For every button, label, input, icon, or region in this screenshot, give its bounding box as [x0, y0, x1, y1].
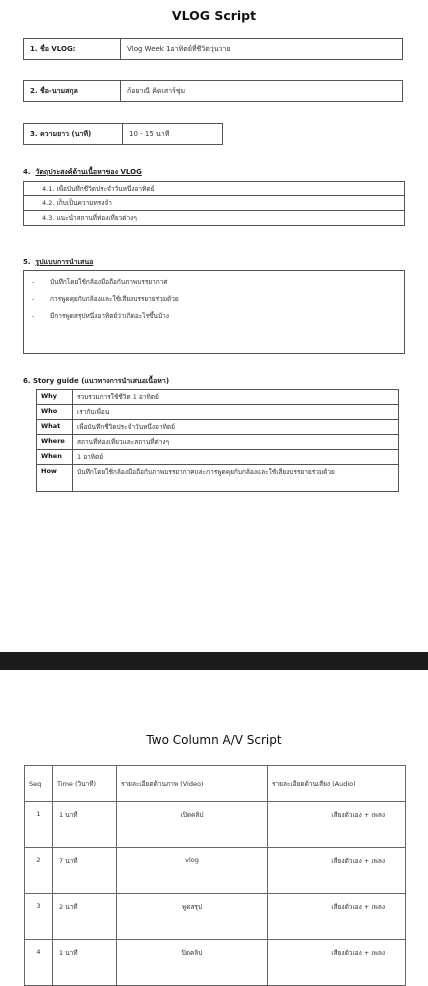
format-item: - การพูดคุยกับกล้องและใช้เสียงบรรยายร่วมด้วย	[32, 295, 179, 303]
av-time: 1 นาที	[53, 802, 117, 848]
format-heading	[23, 257, 93, 268]
av-header-audio: รายละเอียดด้านเสียง (Audio)	[268, 766, 406, 802]
story-value: เรากับเพื่อน	[73, 405, 399, 420]
author-value: ก้อยาณี คิดเสาร์ชุ่ม	[127, 86, 186, 95]
duration-value: 10 - 15 นาที	[129, 129, 170, 138]
story-key: Who	[37, 405, 73, 420]
duration-label: 3. ความยาว (นาที)	[24, 124, 123, 144]
story-value: บันทึกโดยใช้กล้องมือถือกับภาพบรรยากาศและการพูดคุยกับกล้องและใช้เสียงบรรยายร่วมด้วย	[73, 465, 399, 492]
vlog-title: VLOG Script	[171, 8, 257, 23]
av-title: Two Column A/V Script	[146, 733, 282, 747]
objective-item-2: 4.2. เก็บเป็นความทรงจำ	[23, 196, 405, 211]
duration-row	[23, 123, 223, 145]
av-seq: 1	[25, 802, 53, 848]
vlog-name-value: Vlog Week 1อาทิตย์ที่ชีวิตวุ่นวาย	[127, 44, 231, 53]
vlog-name-label: 1. ชื่อ VLOG:	[24, 39, 121, 59]
table-row	[37, 450, 399, 465]
av-header-row	[25, 766, 406, 802]
table-row	[25, 848, 406, 894]
story-key: Where	[37, 435, 73, 450]
av-time: 1 นาที	[53, 940, 117, 986]
av-audio: เสียงตัวเอง + เพลง	[268, 940, 406, 986]
table-row	[37, 420, 399, 435]
format-heading-num: 5.	[23, 258, 31, 266]
story-key: Why	[37, 390, 73, 405]
av-header-video: รายละเอียดด้านภาพ (Video)	[117, 766, 268, 802]
author-label: 2. ชื่อ-นามสกุล	[24, 81, 121, 101]
story-value: 1 อาทิตย์	[73, 450, 399, 465]
av-video: ปิดคลิป	[117, 940, 268, 986]
story-key: How	[37, 465, 73, 492]
av-audio: เสียงตัวเอง + เพลง	[268, 802, 406, 848]
av-video: พูดสรุป	[117, 894, 268, 940]
table-row	[25, 894, 406, 940]
table-row	[37, 465, 399, 492]
objective-item-1: 4.1. เพื่อบันทึกชีวิตประจำวันหนึ่งอาทิตย์	[23, 181, 405, 196]
av-seq: 3	[25, 894, 53, 940]
story-value: สถานที่ท่องเที่ยวและสถานที่ต่างๆ	[73, 435, 399, 450]
av-header-time: Time (วินาที)	[53, 766, 117, 802]
table-row	[37, 390, 399, 405]
table-row	[37, 405, 399, 420]
story-key: What	[37, 420, 73, 435]
format-item: - มีการพูดสรุปหนึ่งอาทิตย์ว่าเกิดอะไรขึ้นบ้าง	[32, 312, 169, 320]
story-key: When	[37, 450, 73, 465]
objective-item-3: 4.3. แนะนำสถานที่ท่องเที่ยวต่างๆ	[23, 211, 405, 226]
table-row	[37, 435, 399, 450]
story-value: รวบรวมการใช้ชีวิต 1 อาทิตย์	[73, 390, 399, 405]
objectives-heading-text: วัตถุประสงค์ด้านเนื้อหาของ VLOG	[35, 168, 142, 176]
av-seq: 4	[25, 940, 53, 986]
vlog-name-row	[23, 38, 403, 60]
table-row	[25, 802, 406, 848]
av-time: 7 นาที	[53, 848, 117, 894]
av-audio: เสียงตัวเอง + เพลง	[268, 848, 406, 894]
av-header-seq: Seq	[25, 766, 53, 802]
av-time: 2 นาที	[53, 894, 117, 940]
story-guide-heading: 6. Story guide (แนวทางการนำเสนอเนื้อหา)	[23, 377, 170, 385]
objectives-heading	[23, 167, 142, 178]
av-audio: เสียงตัวเอง + เพลง	[268, 894, 406, 940]
table-row	[25, 940, 406, 986]
av-video: เปิดคลิป	[117, 802, 268, 848]
format-item: - บันทึกโดยใช้กล้องมือถือกับภาพบรรยากาศ	[32, 278, 168, 286]
format-box	[23, 270, 405, 354]
av-seq: 2	[25, 848, 53, 894]
story-value: เพื่อบันทึกชีวิตประจำวันหนึ่งอาทิตย์	[73, 420, 399, 435]
story-guide-table	[36, 389, 399, 492]
format-heading-text: รูปแบบการนำเสนอ	[35, 258, 94, 266]
av-video: vlog	[117, 848, 268, 894]
author-row	[23, 80, 403, 102]
objectives-heading-num: 4.	[23, 168, 31, 176]
av-table	[24, 765, 406, 986]
page-divider	[0, 652, 428, 670]
